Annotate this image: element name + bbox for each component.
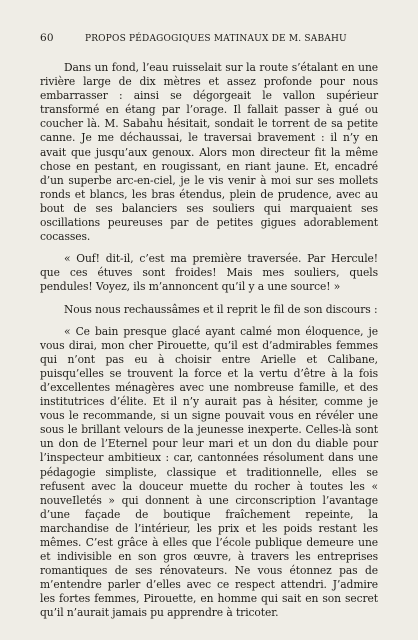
page-header [40,32,378,45]
page-body [40,61,378,621]
running-title: PROPOS PÉDAGOGIQUES MATINAUX DE M. SABAHU [84,34,347,44]
paragraph: « Ouf! dit-il, c’est ma première traversée. Par Hercule! que ces étuves sont froides! Mais mes souliers, quels pendules! Voyez, ils m’annoncent qu’il y a une source! » [40,252,378,294]
paragraph: Nous nous rechaussâmes et il reprit le fil de son discours : [64,302,378,316]
paragraph: « Ce bain presque glacé ayant calmé mon éloquence, je vous dirai, mon cher Pirouette, qu’il est d’admirables femmes qui n’ont pas eu à choisir entre Arielle et Calibane, puisqu’elles se trouvent la force et la vertu d’être à la fois d’excellentes ménagères avec une nombreuse famille, et des institutrices d’élite. Et il n’y aurait pas à hésiter, comme je vous le recommande, si un signe pouvait vous en révéler une sous le brillant velours de la jeunesse inexperte. Celles-là sont un don de l’Eternel pour leur mari et un don du diable pour l’inspecteur ambitieux : car, cantonnées résolument dans une pédagogie simpliste, classique et traditionnelle, elles se refusent avec la douceur muette du rocher à toutes les « nouveIletés » qui donnent à une circonscription l’avantage d’une façade de boutique fraîchement repeinte, la marchandise de l’intérieur, les prix et les poids restant les mêmes. C’est grâce à elles que l’école publique demeure une et indivisible en son gros œuvre, à travers les entreprises romantiques de ses rénovateurs. Ne vous étonnez pas de m’entendre parler d’elles avec ce respect attendri. J’admire les fortes femmes, Pirouette, en homme qui sait en son secret qu’il n’aurait jamais pu apprendre à tricoter. [40,324,378,620]
paragraph: Dans un fond, l’eau ruisselait sur la route s’étalant en une rivière large de dix mètres et assez profonde pour nous embarrasser : ainsi se dégorgeait le vallon supérieur transformé en étang par l’orage. Il fallait passer à gué ou coucher là. M. Sabahu hésitait, sondait le torrent de sa petite canne. Je me déchaussai, le traversai bravement : il n’y en avait que jusqu’aux genoux. Alors mon directeur fit la même chose en pestant, en rougissant, en riant jaune. Et, encadré d’un superbe arc-en-ciel, je le vis venir à moi sur ses mollets ronds et blancs, les bras étendus, plein de prudence, avec au bout de ses balanciers ses souliers qui marquaient ses oscillations peureuses par de petites gigues adorablement cocasses. [40,61,378,244]
page-number: 60 [40,32,54,44]
